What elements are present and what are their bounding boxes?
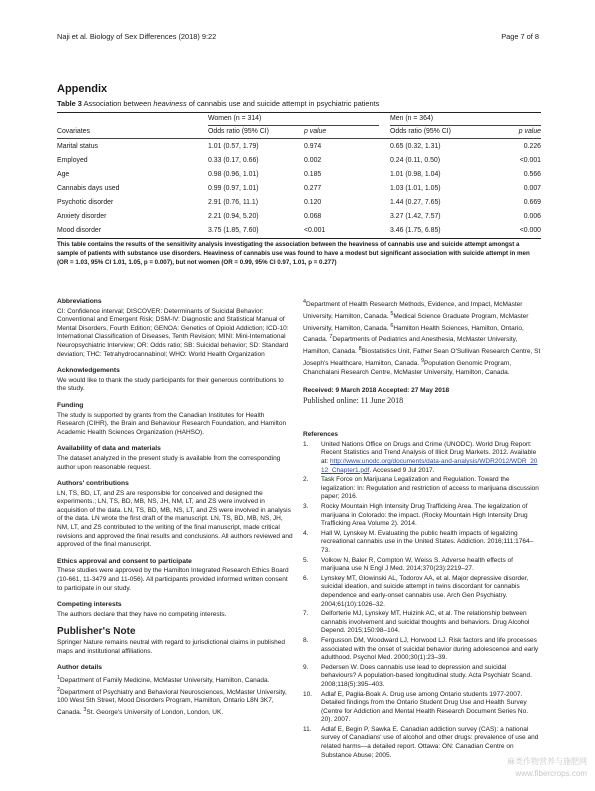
ethics-heading: Ethics approval and consent to participate [57, 557, 192, 565]
table-row [57, 171, 541, 185]
reference-item [303, 530, 541, 556]
reference-number: 1. [303, 440, 309, 448]
table-col-header: Odds ratio (95% CI) [390, 128, 451, 135]
back-matter-left-column [57, 298, 293, 718]
reference-text: Adlaf E, Begin P, Sawka E. Canadian addiction survey (CAS): a national survey of Canadians' use of alcohol and other drugs: prevalence of use and related harms—a detailed report. Ottawa: ON: Canadian Centre on Substance Abuse; 2005. [321, 725, 539, 759]
table-cell: <0.001 [519, 157, 541, 164]
reference-text: Adlaf E, Paglia-Boak A. Drug use among Ontario students 1977-2007. Detailed findings from the Ontario Student Drug Use and Health Survey (Centre for Addiction and Mental Health Research Document Series No. 20). 2007. [321, 690, 529, 724]
table-cell: 0.185 [304, 171, 322, 178]
affiliation: Medical Science Graduate Program, McMaster University, Hamilton, Canada. [303, 312, 529, 332]
received-accepted-dates: Received: 9 March 2018 Accepted: 27 May 2018 [303, 387, 450, 395]
table-col-header: Odds ratio (95% CI) [208, 128, 269, 135]
affiliation: Hamilton Health Sciences, Hamilton, Ontario, Canada. [303, 324, 524, 344]
table-cell: 0.974 [304, 143, 322, 150]
table-cell: 2.91 (0.76, 11.1) [208, 199, 259, 206]
affiliation-marker: 3 [83, 706, 87, 713]
reference-item [303, 664, 541, 690]
affiliation: Department of Health Research Methods, Evidence, and Impact, McMaster University, Hamilton, Canada. [303, 301, 523, 320]
publishers-note-heading: Publisher's Note [57, 626, 136, 638]
table-cell: Cannabis days used [57, 185, 120, 192]
table-cell: 0.24 (0.11, 0.50) [390, 157, 441, 164]
table-cell: 0.120 [304, 199, 322, 206]
reference-number: 11. [303, 725, 312, 733]
table-cell: 0.006 [523, 213, 541, 220]
published-online-date: Published online: 11 June 2018 [303, 395, 404, 405]
table-cell: 0.65 (0.32, 1.31) [390, 143, 441, 150]
publishers-note-text: Springer Nature remains neutral with regard to jurisdictional claims in published maps and institutional affiliations. [57, 639, 285, 655]
table-cell: 0.99 (0.97, 1.01) [208, 185, 259, 192]
reference-item [303, 691, 541, 725]
table-cell: 1.01 (0.57, 1.79) [208, 143, 259, 150]
affiliation: Department of Psychiatry and Behavioral Neurosciences, McMaster University, 100 West 5th Street, Mood Disorders Program, Hamilton, Ontario L8N 3K7, Canada. [57, 688, 287, 717]
author-contributions-text: LN, TS, BD, LT, and ZS are responsible for conceived and designed the experiments.; LN, TS, BD, MB, NS, JH, NM, LT, and ZS were involved in acquisition of the data. LN, TS, BD, MB, NS, LT, and ZS were involved in analysis of the data. LN wrote the first draft of the manuscript. LN, TS, BD, MB, NS, JH, NM, LT, and ZS contributed to the writing of the final manuscript, made critical revisions and approved the final results and conclusions. All authors reviewed and approved of the final manuscript. [57, 489, 293, 549]
reference-number: 9. [303, 663, 309, 671]
table-caption-emphasis: heaviness [153, 99, 187, 108]
table-cell: Psychotic disorder [57, 199, 114, 206]
page-number: Page 7 of 8 [501, 32, 539, 41]
table-group-men: Men (n = 364) [390, 115, 434, 122]
table-cell: <0.000 [519, 227, 541, 234]
table-cell: 0.566 [523, 171, 541, 178]
reference-item [303, 441, 541, 475]
reference-number: 8. [303, 636, 309, 644]
reference-number: 4. [303, 529, 309, 537]
table-group-rule-women [208, 125, 379, 126]
competing-interests-heading: Competing interests [57, 601, 122, 609]
reference-text: Volkow N, Baler R, Compton W, Weiss S. Adverse health effects of marijuana use N Engl J Med. 2014;370(23):2219–27. [321, 556, 513, 573]
table-bottom-rule [57, 238, 541, 239]
reference-number: 7. [303, 610, 309, 618]
table-cell: 0.226 [523, 143, 541, 150]
table-cell: 0.98 (0.96, 1.01) [208, 171, 259, 178]
reference-item [303, 476, 541, 502]
ethics-text: These studies were approved by the Hamilton Integrated Research Ethics Board (10-661, 11-3479 and 11-056). All participants provided informed written consent to participate in our study. [57, 567, 289, 592]
affiliation-marker: 8 [358, 346, 362, 352]
table-cell: 0.669 [523, 199, 541, 206]
reference-number: 5. [303, 556, 309, 564]
references-heading: References [303, 431, 339, 439]
affiliation-marker: 2 [57, 686, 61, 693]
reference-text: Lynskey MT, Glowinski AL, Todorov AA, et al. Major depressive disorder, suicidal ideation, and suicide attempt in twins discordant for cannabis dependence and early-onset cannabis use. Arch Gen Psychiatry. 2004;61(10):1026–32. [321, 574, 529, 608]
watermark [507, 756, 587, 780]
table-row [57, 143, 541, 157]
acknowledgements-text: We would like to thank the study participants for their generous contributions to the study. [57, 376, 284, 393]
abbreviations-text: CI: Confidence interval; DISCOVER: Determinants of Suicidal Behavior: Conventional and Emergent Risk; DSM-IV: Diagnostic and Statistical Manual of Mental Disorders, Fourth Edition; GENOA: Genetics of Opioid Addiction; ICD-10: International Classification of Diseases, Tenth Revision; MINI: Mini-International Neuropsychiatric Interview; OR: Odds ratio; SB: Suicidal behavior; SD: Standard deviation; THC: Tetrahydrocannabinol; WHO: World Health Organization [57, 307, 289, 358]
affiliation: Department of Family Medicine, McMaster University, Hamilton, Canada. [60, 676, 270, 684]
reference-text: Pedersen W. Does cannabis use lead to depression and suicidal behaviours? A population-based longitudinal study. Acta Psychiatr Scand. 2008;118(5):395–403. [321, 663, 532, 688]
reference-item [303, 637, 541, 663]
table-caption [57, 99, 547, 108]
author-contributions-heading: Authors' contributions [57, 480, 129, 488]
table-footnote: This table contains the results of the sensitivity analysis investigating the association between the heaviness of cannabis use and suicide attempt amongst a sample of patients with substance use disorders. Heaviness of cannabis use was found to have a modest but significant association with suicide attempt in men (OR = 1.03, 95% CI 1.01, 1.05, p = 0.007), but not women (OR = 0.99, 95% CI 0.97, 1.01, p = 0.277) [57, 241, 530, 266]
affiliation-marker: 9 [420, 357, 424, 364]
reference-text: United Nations Office on Drugs and Crime (UNODC). World Drug Report: Recent Statistics and Trend Analysis of Illicit Drug Markets. 2012. Available at: [321, 440, 537, 466]
funding-text: The study is supported by grants from the Canadian Institutes for Health Research (CIHR), the Brain and Behaviour Research Foundation, and Hamilton Academic Health Sciences Organization (HAHSO). [57, 411, 287, 436]
affiliation-marker: 4 [303, 299, 307, 305]
author-details-continued [303, 298, 541, 377]
reference-item [303, 557, 541, 574]
table-col-header: Covariates [57, 128, 90, 135]
reference-number: 6. [303, 574, 309, 582]
reference-text: Delforterie MJ, Lynskey MT, Huizink AC, et al. The relationship between cannabis involvement and suicidal thoughts and behaviors. Drug Alcohol Depend. 2015;150:98–104. [321, 610, 530, 635]
table-cell: 0.33 (0.17, 0.66) [208, 157, 259, 164]
affiliation: Departments of Pediatrics and Anesthesia, McMaster University, Hamilton, Canada. [303, 336, 518, 356]
table-cell: 1.44 (0.27, 7.65) [390, 199, 441, 206]
funding-heading: Funding [57, 401, 84, 409]
table-group-rule-men [390, 125, 541, 126]
table-cell: Anxiety disorder [57, 213, 107, 220]
table-caption-pre: Association between [81, 99, 154, 108]
affiliation-marker: 5 [390, 310, 394, 317]
table-cell: 0.007 [523, 185, 541, 192]
affiliation: Population Genomic Program, Chanchalani Research Centre, McMaster University, Hamilton, Canada. [303, 359, 512, 376]
table-row [57, 199, 541, 213]
author-details-text [57, 674, 293, 718]
affiliation-marker: 1 [57, 674, 61, 681]
data-availability-heading: Availability of data and materials [57, 445, 161, 453]
reference-number: 2. [303, 476, 309, 484]
affiliation-marker: 7 [329, 334, 333, 341]
reference-text: Rocky Mountain High Intensity Drug Trafficking Area. The legalization of marijuana in Colorado: the impact. (Rocky Mountain High Intensity Drug Trafficking Area Volume 2). 2014. [321, 503, 528, 528]
affiliation: St. George's University of London, London, UK. [86, 709, 224, 717]
reference-number: 3. [303, 503, 309, 511]
table-cell: Age [57, 171, 70, 178]
watermark-line2: www.fibercrops.com [515, 769, 587, 778]
reference-number: 10. [303, 690, 313, 698]
watermark-line1: 麻类作物营养与施肥网 [507, 757, 587, 766]
table-header-row [57, 128, 541, 142]
table-row [57, 185, 541, 199]
data-availability-text: The dataset analyzed in the present study is available from the corresponding author upon reasonable request. [57, 454, 281, 471]
competing-interests-text: The authors declare that they have no competing interests. [57, 610, 227, 618]
table-cell: 3.75 (1.85, 7.60) [208, 227, 259, 234]
table-group-women: Women (n = 314) [208, 115, 262, 122]
table-cell: Employed [57, 157, 88, 164]
table-caption-label: Table 3 [57, 99, 82, 108]
author-details-heading: Author details [57, 664, 102, 672]
reference-item [303, 610, 541, 636]
table-cell: Marital status [57, 143, 98, 150]
back-matter-right-column [303, 298, 541, 761]
acknowledgements-heading: Acknowledgements [57, 367, 120, 375]
table-col-header: p value [518, 128, 541, 135]
table-row [57, 213, 541, 227]
table-cell: <0.001 [304, 227, 326, 234]
table-caption-post: of cannabis use and suicide attempt in psychiatric patients [186, 99, 380, 108]
reference-item [303, 575, 541, 609]
table-cell: Mood disorder [57, 227, 102, 234]
table-cell: 0.002 [304, 157, 322, 164]
table-cell: 3.46 (1.75, 6.85) [390, 227, 441, 234]
reference-text: Hall W, Lynskey M. Evaluating the public health impacts of legalizing recreational cannabis use in the United States. Addiction. 2016;111:1764–73. [321, 529, 534, 554]
reference-item [303, 726, 541, 760]
table-cell: 1.03 (1.01, 1.05) [390, 185, 441, 192]
appendix-heading: Appendix [57, 83, 108, 95]
table-cell: 2.21 (0.94, 5.20) [208, 213, 259, 220]
table-cell: 1.01 (0.98, 1.04) [390, 171, 441, 178]
reference-list [303, 441, 541, 760]
table-top-rule [57, 112, 541, 113]
reference-text: Task Force on Marijuana Legalization and Regulation. Toward the legalization: In: Regulation and restriction of access to marijuana discussion paper; 2016. [321, 476, 539, 501]
affiliation: Biostatistics Unit, Father Sean O'Sullivan Research Centre, St Joseph's Healthcare, Hamilton, Canada. [303, 348, 541, 367]
running-header-citation: Naji et al. Biology of Sex Differences (2018) 9:22 [57, 32, 217, 41]
table-cell: 3.27 (1.42, 7.57) [390, 213, 441, 220]
reference-text-suffix: . Accessed 9 Jul 2017. [369, 466, 435, 474]
table-header-rule [57, 138, 541, 139]
abbreviations-heading: Abbreviations [57, 298, 102, 305]
table-cell: 0.277 [304, 185, 322, 192]
reference-item [303, 503, 541, 529]
affiliation-marker: 6 [390, 322, 394, 329]
table-row [57, 157, 541, 171]
reference-link[interactable]: http://www.unodc.org/documents/data-and-analysis/WDR2012/WDR_2012_Chapter1.pdf [321, 458, 538, 474]
table-col-header: p value [304, 128, 327, 135]
table-cell: 0.068 [304, 213, 322, 220]
reference-text: Fergusson DM, Woodward LJ, Horwood LJ. Risk factors and life processes associated with the onset of suicidal behavior during adolescence and early adulthood. Psychol Med. 2000;30(1):23–39. [321, 636, 539, 662]
